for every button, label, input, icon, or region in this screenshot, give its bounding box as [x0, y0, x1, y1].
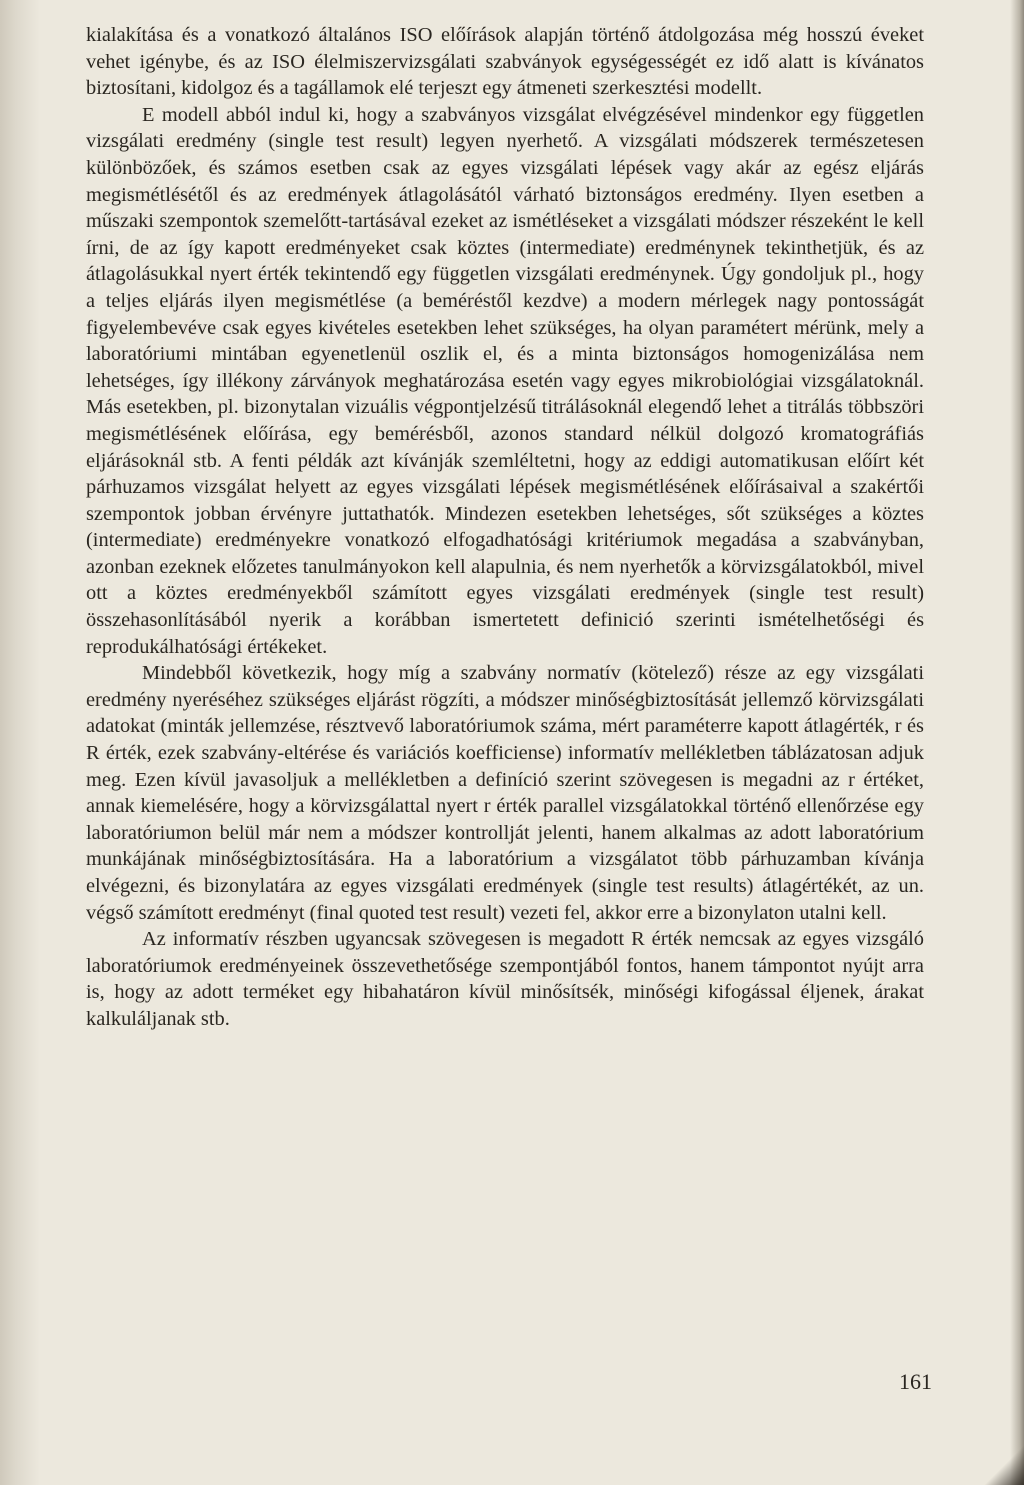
paragraph-model: E modell abból indul ki, hogy a szabványos vizsgálat elvégzésével mindenkor egy független vizsgálati eredmény (single test result) legyen nyerhető. A vizsgálati módszerek természetesen különbözőek, és számos esetben csak az egyes vizsgálati lépések vagy akár az egész eljárás megismétlésétől és az eredmények átlagolásától várható biztonságos eredmény. Ilyen esetben a műszaki szempontok szemelőtt-tartásával ezeket az ismétléseket a vizsgálati módszer részeként le kell írni, de az így kapott eredményeket csak köztes (intermediate) eredménynek tekinthetjük, és az átlagolásukkal nyert érték tekintendő egy független vizsgálati eredménynek. Úgy gondoljuk pl., hogy a teljes eljárás ilyen megismétlése (a beméréstől kezdve) a modern mérlegek nagy pontosságát figyelembevéve csak egyes kivételes esetekben lehet szükséges, ha olyan paramétert mérünk, mely a laboratóriumi mintában egyenetlenül oszlik el, és a minta biztonságos homogenizálása nem lehetséges, így illékony zárványok meghatározása esetén vagy egyes mikrobiológiai vizsgálatoknál. Más esetekben, pl. bizonytalan vizuális végpontjelzésű titrálásoknál elegendő lehet a titrálás többszöri megismétlésének előírása, egy bemérésből, azonos standard nélkül dolgozó kromatográfiás eljárásoknál stb. A fenti példák azt kívánják szemléltetni, hogy az eddigi automatikusan előírt két párhuzamos vizsgálat helyett az egyes vizsgálati lépések megismétlésének előírásaival a szakértői szempontok jobban érvényre juttathatók. Mindezen esetekben lehetséges, sőt szükséges a köztes (intermediate) eredményekre vonatkozó elfogadhatósági kritériumok megadása a szabványban, azonban ezeknek előzetes tanulmányokon kell alapulnia, és nem nyerhetők a körvizsgálatokból, mivel ott a köztes eredményekből számított egyes vizsgálati eredmények (single test result) összehasonlításából nyerik a korábban ismertetett definició szerinti ismételhetőségi és reprodukálhatósági értékeket. [86, 103, 924, 658]
page-corner-shadow [984, 1445, 1024, 1485]
paragraph-continuation: kialakítása és a vonatkozó általános ISO előírások alapján történő átdolgozása még hosszú éveket vehet igénybe, és az ISO élelmiszervizsgálati szabványok egységességét ez idő alatt is kívánatos biztosítani, kidolgoz és a tagállamok elé terjeszt egy átmeneti szerkesztési modellt. [86, 24, 924, 100]
binding-shadow [0, 0, 40, 1485]
page-edge-shadow [1010, 0, 1024, 1485]
page-number: 161 [899, 1369, 932, 1394]
paragraph-conclusion: Mindebből következik, hogy míg a szabvány normatív (kötelező) része az egy vizsgálati eredmény nyeréséhez szükséges eljárást rögzíti, a módszer minőségbiztosítását jellemző körvizsgálati adatokat (minták jellemzése, résztvevő laboratóriumok száma, mért paraméterre kapott átlagérték, r és R érték, ezek szabvány-eltérése és variációs koefficiense) informatív mellékletben táblázatosan adjuk meg. Ezen kívül javasoljuk a mellékletben a definíció szerint szövegesen is megadni az r értéket, annak kiemelésére, hogy a körvizsgálattal nyert r érték parallel vizsgálatokkal történő ellenőrzése egy laboratóriumon belül már nem a módszer kontrollját jelenti, hanem alkalmas az adott laboratórium munkájának minőségbiztosítására. Ha a laboratórium a vizsgálatot több párhuzamban kívánja elvégezni, és bizonylatára az egyes vizsgálati eredmények (single test results) átlagértékét, az un. végső számított eredményt (final quoted test result) vezeti fel, akkor erre a bizonylaton utalni kell. [86, 662, 924, 924]
body-text [86, 22, 924, 1033]
paragraph-r-value: Az informatív részben ugyancsak szövegesen is megadott R érték nemcsak az egyes vizsgáló laboratóriumok eredményeinek összevethetősége szempontjából fontos, hanem támpontot nyújt arra is, hogy az adott terméket egy hibahatáron kívül minősítsék, minőségi kifogással éljenek, árakat kalkuláljanak stb. [86, 928, 924, 1030]
